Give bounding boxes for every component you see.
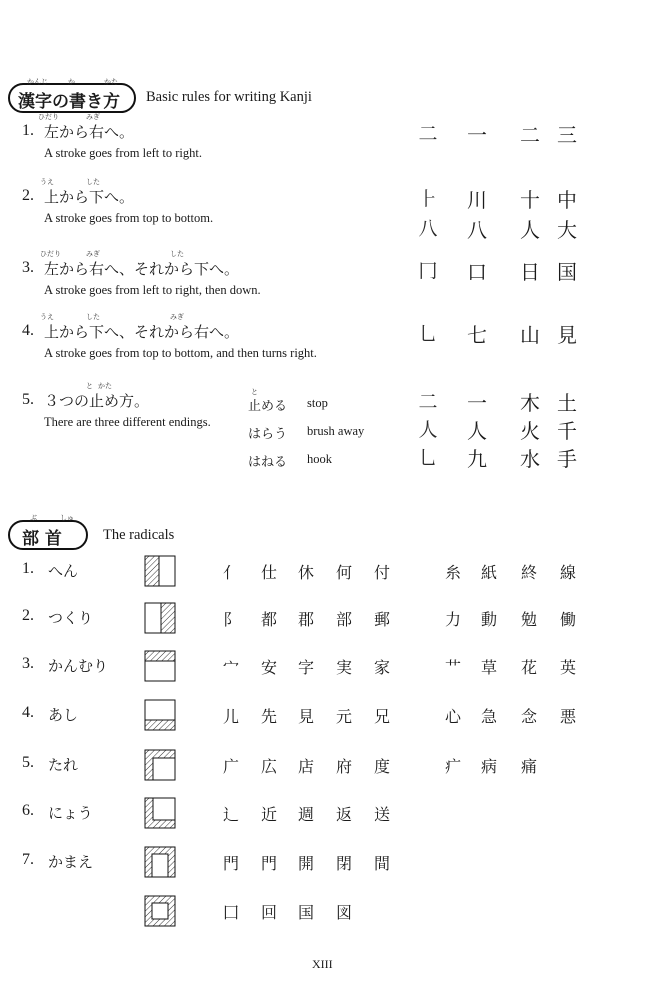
rule-ruby: うえ <box>40 178 54 186</box>
kanji-example: 山 <box>520 323 540 347</box>
radical-example: 痛 <box>520 757 537 776</box>
section1-ruby-kanji: かんじ <box>27 78 48 86</box>
radical-example: 仕 <box>260 563 277 582</box>
section2-title: 部 首 <box>22 529 62 549</box>
radical-position-diagram <box>144 895 176 927</box>
kanji-example: 九 <box>467 447 487 471</box>
radical-example: 図 <box>335 903 352 922</box>
kanji-example: 見 <box>557 323 577 347</box>
kanji-example: 手 <box>557 447 577 471</box>
radical-example: 都 <box>260 610 277 629</box>
radical-position-diagram <box>144 749 176 781</box>
radical-example: 国 <box>297 903 314 922</box>
section2-ruby-bu: ぶ <box>30 514 37 522</box>
radical-example: 府 <box>335 757 352 776</box>
rule-english: A stroke goes from top to bottom. <box>44 211 214 225</box>
radical-component: 辶 <box>222 805 239 824</box>
radical-component: 阝 <box>222 610 239 629</box>
kanji-example: 三 <box>557 123 577 147</box>
kanji-example: 七 <box>467 323 487 347</box>
radical-position-diagram <box>144 699 176 731</box>
radical-example: 付 <box>373 563 390 582</box>
kanji-example: 国 <box>557 260 577 284</box>
radical-example: 返 <box>335 805 352 824</box>
radical-example: 字 <box>297 658 314 677</box>
radical-position-diagram <box>144 555 176 587</box>
section1-ruby-ka: か <box>68 78 75 86</box>
radical-component: 疒 <box>444 757 461 776</box>
section1-title: 漢字の書き方 <box>18 92 120 112</box>
radical-name: たれ <box>48 756 79 774</box>
radical-example: 休 <box>297 563 314 582</box>
radical-component: 囗 <box>222 903 239 922</box>
radical-example: 家 <box>373 658 390 677</box>
radical-example: 悪 <box>559 707 576 726</box>
rule-ruby: ひだり <box>40 250 61 258</box>
kanji-example: 木 <box>520 391 540 415</box>
radical-example: 部 <box>335 610 352 629</box>
kanji-example: 土 <box>557 391 577 415</box>
radical-example: 先 <box>260 707 277 726</box>
ending-english: brush away <box>307 424 365 438</box>
rule-japanese: 上から下へ、それから右へ。 <box>44 323 240 341</box>
radical-example: 回 <box>260 903 277 922</box>
kanji-example: 十 <box>520 188 540 212</box>
radical-position-diagram <box>144 846 176 878</box>
radical-example: 開 <box>297 854 314 873</box>
kanji-example: 口 <box>467 260 487 284</box>
rule-ruby: みぎ <box>86 250 100 258</box>
radical-example: 郡 <box>297 610 314 629</box>
rule-ruby: した <box>86 178 100 186</box>
radical-example: 週 <box>297 805 314 824</box>
radical-example: 兄 <box>373 707 390 726</box>
section1-subtitle: Basic rules for writing Kanji <box>146 89 312 105</box>
radical-name: あし <box>48 706 79 724</box>
radical-component: 宀 <box>222 658 239 677</box>
rule-number: 3. <box>22 259 34 276</box>
rule-english: A stroke goes from left to right, then down. <box>44 283 261 297</box>
ending-japanese: 止める <box>248 399 288 414</box>
rule-number: 1. <box>22 122 34 139</box>
stroke-component: ⼈ <box>418 419 438 441</box>
radical-component: 心 <box>444 707 461 726</box>
radical-component: 糸 <box>444 563 461 582</box>
radical-example: 英 <box>559 658 576 677</box>
rule-number: 5. <box>22 391 34 408</box>
radical-number: 3. <box>22 655 34 672</box>
radical-example: 店 <box>297 757 314 776</box>
radical-number: 4. <box>22 704 34 721</box>
kanji-example: 八 <box>467 218 487 242</box>
radical-number: 7. <box>22 851 34 868</box>
radical-number: 2. <box>22 607 34 624</box>
kanji-example: 大 <box>557 218 577 242</box>
radical-name: へん <box>48 562 79 580</box>
kanji-example: 人 <box>520 218 540 242</box>
stroke-component: ⺊ <box>418 188 438 210</box>
rule-number: 2. <box>22 187 34 204</box>
page-number: XIII <box>312 957 333 971</box>
radical-component: 艹 <box>444 658 461 677</box>
kanji-example: 人 <box>467 419 487 443</box>
rule-ruby: ひだり <box>38 113 59 121</box>
radical-position-diagram <box>144 797 176 829</box>
radical-name: かまえ <box>48 853 94 871</box>
rule-japanese: 左から右へ。 <box>44 123 135 141</box>
kanji-example: 水 <box>520 447 540 471</box>
ending-japanese: はねる <box>248 455 288 470</box>
radical-number: 5. <box>22 754 34 771</box>
rule-ruby: した <box>86 313 100 321</box>
radical-example: 送 <box>373 805 390 824</box>
radical-name: かんむり <box>48 657 109 675</box>
radical-number: 1. <box>22 560 34 577</box>
radical-number: 6. <box>22 802 34 819</box>
stroke-component: ⼌ <box>418 260 438 282</box>
radical-component: 儿 <box>222 707 239 726</box>
radical-example: 近 <box>260 805 277 824</box>
section2-ruby-shu: しゅ <box>60 514 74 522</box>
radical-name: つくり <box>48 609 94 627</box>
kanji-example: 一 <box>467 391 487 415</box>
stroke-component: ⼆ <box>418 391 438 413</box>
stroke-component: 乚 <box>418 447 438 469</box>
kanji-example: 日 <box>520 260 540 284</box>
ending-japanese: はらう <box>248 427 288 442</box>
stroke-component: ⼆ <box>418 123 438 145</box>
radical-example: 草 <box>480 658 497 677</box>
radical-example: 紙 <box>480 563 497 582</box>
rule-english: A stroke goes from top to bottom, and then turns right. <box>44 346 317 360</box>
radical-example: 何 <box>335 563 352 582</box>
kanji-example: 中 <box>557 188 577 212</box>
radical-example: 閉 <box>335 854 352 873</box>
stroke-component: ⼋ <box>418 218 438 240</box>
section2-subtitle: The radicals <box>103 527 175 543</box>
stroke-component: 乚 <box>418 323 438 345</box>
radical-component: 力 <box>444 610 461 629</box>
rule-japanese: 上から下へ。 <box>44 188 135 206</box>
kanji-example: 火 <box>520 419 540 443</box>
radical-example: 病 <box>480 757 497 776</box>
ending-english: hook <box>307 452 332 466</box>
rule-english: A stroke goes from left to right. <box>44 146 202 160</box>
kanji-example: 川 <box>467 188 487 212</box>
radical-example: 度 <box>373 757 390 776</box>
radical-example: 元 <box>335 707 352 726</box>
radical-example: 花 <box>520 658 537 677</box>
radical-example: 念 <box>520 707 537 726</box>
radical-example: 実 <box>335 658 352 677</box>
radical-example: 動 <box>480 610 497 629</box>
ending-ruby: と <box>251 388 258 396</box>
radical-component: 广 <box>222 757 239 776</box>
rule-ruby: かた <box>98 382 112 390</box>
radical-component: 門 <box>222 854 239 873</box>
rule-ruby: みぎ <box>86 113 100 121</box>
radical-example: 急 <box>480 707 497 726</box>
radical-example: 終 <box>520 563 537 582</box>
radical-example: 安 <box>260 658 277 677</box>
rule-ruby: した <box>170 250 184 258</box>
rule-ruby: と <box>86 382 93 390</box>
kanji-example: 一 <box>467 123 487 147</box>
kanji-example: 千 <box>557 419 577 443</box>
radical-position-diagram <box>144 650 176 682</box>
radical-component: 亻 <box>222 563 239 582</box>
rule-number: 4. <box>22 322 34 339</box>
radical-name: にょう <box>48 804 93 822</box>
radical-example: 線 <box>559 563 576 582</box>
rule-japanese: ３つの止め方。 <box>44 392 150 410</box>
section1-ruby-kata: かた <box>104 78 118 86</box>
radical-example: 勉 <box>520 610 537 629</box>
radical-example: 見 <box>297 707 314 726</box>
rule-japanese: 左から右へ、それから下へ。 <box>44 260 240 278</box>
radical-example: 働 <box>559 610 576 629</box>
radical-example: 郵 <box>373 610 390 629</box>
radical-example: 広 <box>260 757 277 776</box>
radical-example: 間 <box>373 854 390 873</box>
radical-position-diagram <box>144 602 176 634</box>
kanji-example: 二 <box>520 123 540 147</box>
rule-ruby: みぎ <box>170 313 184 321</box>
rule-english: There are three different endings. <box>44 415 211 429</box>
radical-example: 門 <box>260 854 277 873</box>
rule-ruby: うえ <box>40 313 54 321</box>
ending-english: stop <box>307 396 328 410</box>
